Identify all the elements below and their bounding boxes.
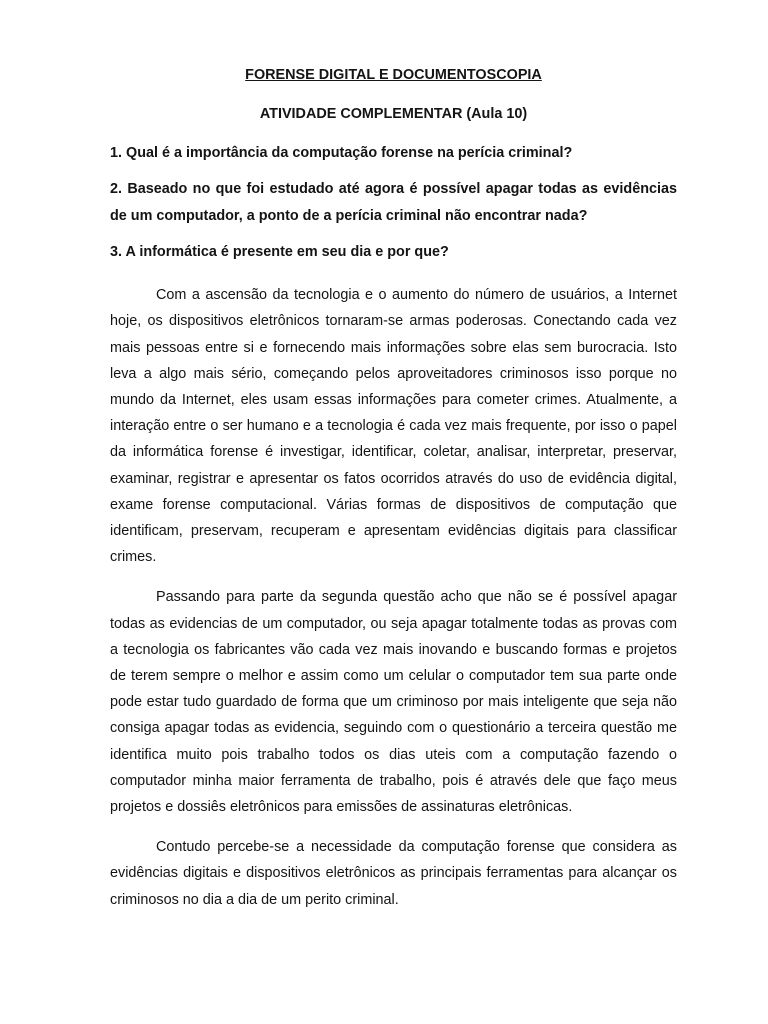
answer-paragraph-1: Com a ascensão da tecnologia e o aumento do número de usuários, a Internet hoje, os dispositivos eletrônicos tornaram-se armas poderosas. Conectando cada vez mais pessoas entre si e fornecendo mais informações sobre elas sem burocracia. Isto leva a algo mais sério, começando pelos aproveitadores criminosos isso porque no mundo da Internet, eles usam essas informações para cometer crimes. Atualmente, a interação entre o ser humano e a tecnologia é cada vez mais frequente, por isso o papel da informática forense é investigar, identificar, coletar, analisar, interpretar, preservar, examinar, registrar e apresentar os fatos ocorridos através do uso de evidência digital, exame forense computacional. Várias formas de dispositivos de computação que identificam, preservam, recuperam e apresentam evidências digitais para classificar crimes. bbox=[110, 287, 677, 566]
question-1: 1. Qual é a importância da computação forense na perícia criminal? bbox=[110, 145, 573, 161]
answer-paragraph-3: Contudo percebe-se a necessidade da computação forense que considera as evidências digitais e dispositivos eletrônicos as principais ferramentas para alcançar os criminosos no dia a dia de um perito criminal. bbox=[110, 839, 677, 908]
question-2: 2. Baseado no que foi estudado até agora é possível apagar todas as evidências de um computador, a ponto de a perícia criminal não encontrar nada? bbox=[110, 181, 677, 224]
answer-paragraph-2: Passando para parte da segunda questão acho que não se é possível apagar todas as evidencias de um computador, ou seja apagar totalmente todas as provas com a tecnologia os fabricantes vão cada vez mais inovando e buscando formas e projetos de terem sempre o melhor e assim como um celular o computador tem sua parte onde pode estar tudo guardado de forma que um criminoso por mais inteligente que seja não consiga apagar todas as evidencia, seguindo com o questionário a terceira questão me identifica muito pois trabalho todos os dias uteis com a computação fazendo o computador minha maior ferramenta de trabalho, pois é através dele que faço meus projetos e dossiês eletrônicos para emissões de assinaturas eletrônicas. bbox=[110, 589, 677, 816]
document-title: FORENSE DIGITAL E DOCUMENTOSCOPIA bbox=[245, 67, 542, 83]
document-subtitle: ATIVIDADE COMPLEMENTAR (Aula 10) bbox=[259, 106, 528, 122]
question-3: 3. A informática é presente em seu dia e por que? bbox=[110, 243, 449, 260]
